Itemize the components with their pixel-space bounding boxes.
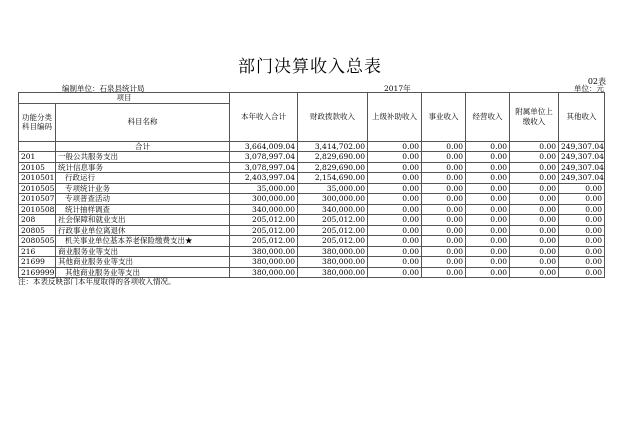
- cell-operating: 0.00: [466, 194, 510, 205]
- total-row: [19, 141, 605, 152]
- cell-name: 其他商业服务业等支出: [56, 267, 230, 278]
- cell-other: 0.00: [559, 183, 605, 194]
- cell-superior: 0.00: [368, 173, 422, 184]
- cell-affiliated: 0.00: [510, 236, 559, 247]
- header-item-group: 项目: [19, 93, 230, 104]
- cell-operating: 0.00: [466, 257, 510, 268]
- cell-affiliated: 0.00: [510, 194, 559, 205]
- cell-name: 社会保障和就业支出: [56, 215, 230, 226]
- cell-operating: 0.00: [466, 225, 510, 236]
- cell-business: 0.00: [422, 215, 466, 226]
- cell-code: 20105: [19, 162, 56, 173]
- header-business: 事业收入: [422, 93, 466, 142]
- cell-affiliated: 0.00: [510, 183, 559, 194]
- cell-code: 2010505: [19, 183, 56, 194]
- cell-superior: 0.00: [368, 141, 422, 152]
- cell-operating: 0.00: [466, 267, 510, 278]
- cell-total: 380,000.00: [230, 246, 298, 257]
- cell-business: 0.00: [422, 152, 466, 163]
- cell-affiliated: 0.00: [510, 173, 559, 184]
- cell-other: 249,307.04: [559, 173, 605, 184]
- page-title: 部门决算收入总表: [238, 57, 382, 77]
- cell-code: 201: [19, 152, 56, 163]
- cell-operating: 0.00: [466, 141, 510, 152]
- cell-code: 2010507: [19, 194, 56, 205]
- cell-total: 3,078,997.04: [230, 162, 298, 173]
- cell-code: 2010501: [19, 173, 56, 184]
- cell-total: 300,000.00: [230, 194, 298, 205]
- reporting-unit: 编制单位：石泉县统计局: [62, 84, 145, 93]
- cell-code: 2169999: [19, 267, 56, 278]
- cell-operating: 0.00: [466, 236, 510, 247]
- cell-operating: 0.00: [466, 204, 510, 215]
- cell-business: 0.00: [422, 236, 466, 247]
- header-total-income: 本年收入合计: [230, 93, 298, 142]
- form-code: 02表: [587, 77, 606, 86]
- cell-superior: 0.00: [368, 152, 422, 163]
- cell-business: 0.00: [422, 162, 466, 173]
- cell-other: 0.00: [559, 267, 605, 278]
- table-row: [19, 236, 605, 247]
- cell-superior: 0.00: [368, 236, 422, 247]
- cell-operating: 0.00: [466, 152, 510, 163]
- header-affiliated: 附属单位上缴收入: [510, 93, 559, 142]
- cell-other: 0.00: [559, 257, 605, 268]
- cell-superior: 0.00: [368, 257, 422, 268]
- cell-other: 0.00: [559, 246, 605, 257]
- cell-affiliated: 0.00: [510, 162, 559, 173]
- table-body: [19, 141, 605, 278]
- cell-fiscal: 380,000.00: [298, 246, 368, 257]
- cell-fiscal: 380,000.00: [298, 267, 368, 278]
- cell-name: 专项普查活动: [56, 194, 230, 205]
- cell-other: 0.00: [559, 204, 605, 215]
- table-row: [19, 246, 605, 257]
- cell-superior: 0.00: [368, 183, 422, 194]
- cell-other: 249,307.04: [559, 141, 605, 152]
- cell-total: 380,000.00: [230, 267, 298, 278]
- cell-code: 208: [19, 215, 56, 226]
- table-row: [19, 194, 605, 205]
- cell-total: 205,012.00: [230, 215, 298, 226]
- cell-operating: 0.00: [466, 183, 510, 194]
- table-row: [19, 225, 605, 236]
- cell-affiliated: 0.00: [510, 267, 559, 278]
- cell-fiscal: 2,829,690.00: [298, 162, 368, 173]
- cell-name: 统计信息事务: [56, 162, 230, 173]
- table-row: [19, 204, 605, 215]
- cell-other: 0.00: [559, 194, 605, 205]
- cell-code: 216: [19, 246, 56, 257]
- cell-code: 20805: [19, 225, 56, 236]
- cell-operating: 0.00: [466, 173, 510, 184]
- header-operating: 经营收入: [466, 93, 510, 142]
- cell-business: 0.00: [422, 225, 466, 236]
- cell-code: 21699: [19, 257, 56, 268]
- cell-affiliated: 0.00: [510, 257, 559, 268]
- cell-fiscal: 380,000.00: [298, 257, 368, 268]
- cell-total: 3,664,009.04: [230, 141, 298, 152]
- cell-name: 机关事业单位基本养老保险缴费支出★: [56, 236, 230, 247]
- cell-affiliated: 0.00: [510, 152, 559, 163]
- cell-fiscal: 3,414,702.00: [298, 141, 368, 152]
- cell-superior: 0.00: [368, 215, 422, 226]
- cell-superior: 0.00: [368, 162, 422, 173]
- cell-total: 3,078,997.04: [230, 152, 298, 163]
- cell-fiscal: 35,000.00: [298, 183, 368, 194]
- cell-business: 0.00: [422, 267, 466, 278]
- cell-affiliated: 0.00: [510, 246, 559, 257]
- cell-business: 0.00: [422, 141, 466, 152]
- cell-business: 0.00: [422, 204, 466, 215]
- header-fiscal: 财政拨款收入: [298, 93, 368, 142]
- table-row: [19, 162, 605, 173]
- cell-fiscal: 205,012.00: [298, 236, 368, 247]
- cell-name: 其他商业服务业等支出: [56, 257, 230, 268]
- currency-unit: 单位：元: [574, 84, 604, 93]
- cell-business: 0.00: [422, 194, 466, 205]
- table-row: [19, 215, 605, 226]
- cell-name: 商业服务业等支出: [56, 246, 230, 257]
- cell-total: 205,012.00: [230, 236, 298, 247]
- cell-name: 行政事业单位离退休: [56, 225, 230, 236]
- cell-total: 380,000.00: [230, 257, 298, 268]
- cell-total: 205,012.00: [230, 225, 298, 236]
- cell-business: 0.00: [422, 183, 466, 194]
- table-row: [19, 152, 605, 163]
- cell-affiliated: 0.00: [510, 204, 559, 215]
- income-summary-table: [18, 92, 605, 278]
- cell-superior: 0.00: [368, 204, 422, 215]
- cell-superior: 0.00: [368, 225, 422, 236]
- cell-business: 0.00: [422, 257, 466, 268]
- cell-superior: 0.00: [368, 194, 422, 205]
- cell-name: 专项统计业务: [56, 183, 230, 194]
- header-superior-subsidy: 上级补助收入: [368, 93, 422, 142]
- cell-fiscal: 205,012.00: [298, 225, 368, 236]
- header-name: 科目名称: [56, 103, 230, 141]
- cell-fiscal: 2,154,690.00: [298, 173, 368, 184]
- cell-total: 2,403,997.04: [230, 173, 298, 184]
- cell-affiliated: 0.00: [510, 141, 559, 152]
- cell-name: 统计抽样调查: [56, 204, 230, 215]
- cell-name: 行政运行: [56, 173, 230, 184]
- cell-operating: 0.00: [466, 162, 510, 173]
- report-year: 2017年: [384, 84, 411, 93]
- cell-code: [19, 141, 56, 152]
- cell-other: 0.00: [559, 215, 605, 226]
- table-row: [19, 173, 605, 184]
- cell-affiliated: 0.00: [510, 215, 559, 226]
- cell-name: 合计: [56, 141, 230, 152]
- cell-business: 0.00: [422, 173, 466, 184]
- footnote: 注：本表反映部门本年度取得的各项收入情况。: [18, 277, 176, 286]
- cell-operating: 0.00: [466, 215, 510, 226]
- cell-operating: 0.00: [466, 246, 510, 257]
- cell-fiscal: 300,000.00: [298, 194, 368, 205]
- header-code: 功能分类科目编码: [19, 103, 56, 141]
- table-row: [19, 183, 605, 194]
- cell-business: 0.00: [422, 246, 466, 257]
- cell-affiliated: 0.00: [510, 225, 559, 236]
- cell-fiscal: 340,000.00: [298, 204, 368, 215]
- cell-other: 0.00: [559, 236, 605, 247]
- cell-code: 2080505: [19, 236, 56, 247]
- cell-total: 35,000.00: [230, 183, 298, 194]
- cell-fiscal: 205,012.00: [298, 215, 368, 226]
- cell-superior: 0.00: [368, 267, 422, 278]
- cell-code: 2010508: [19, 204, 56, 215]
- cell-name: 一般公共服务支出: [56, 152, 230, 163]
- cell-fiscal: 2,829,690.00: [298, 152, 368, 163]
- header-other: 其他收入: [559, 93, 605, 142]
- cell-total: 340,000.00: [230, 204, 298, 215]
- cell-other: 249,307.04: [559, 162, 605, 173]
- cell-superior: 0.00: [368, 246, 422, 257]
- table-row: [19, 257, 605, 268]
- cell-other: 0.00: [559, 225, 605, 236]
- cell-other: 249,307.04: [559, 152, 605, 163]
